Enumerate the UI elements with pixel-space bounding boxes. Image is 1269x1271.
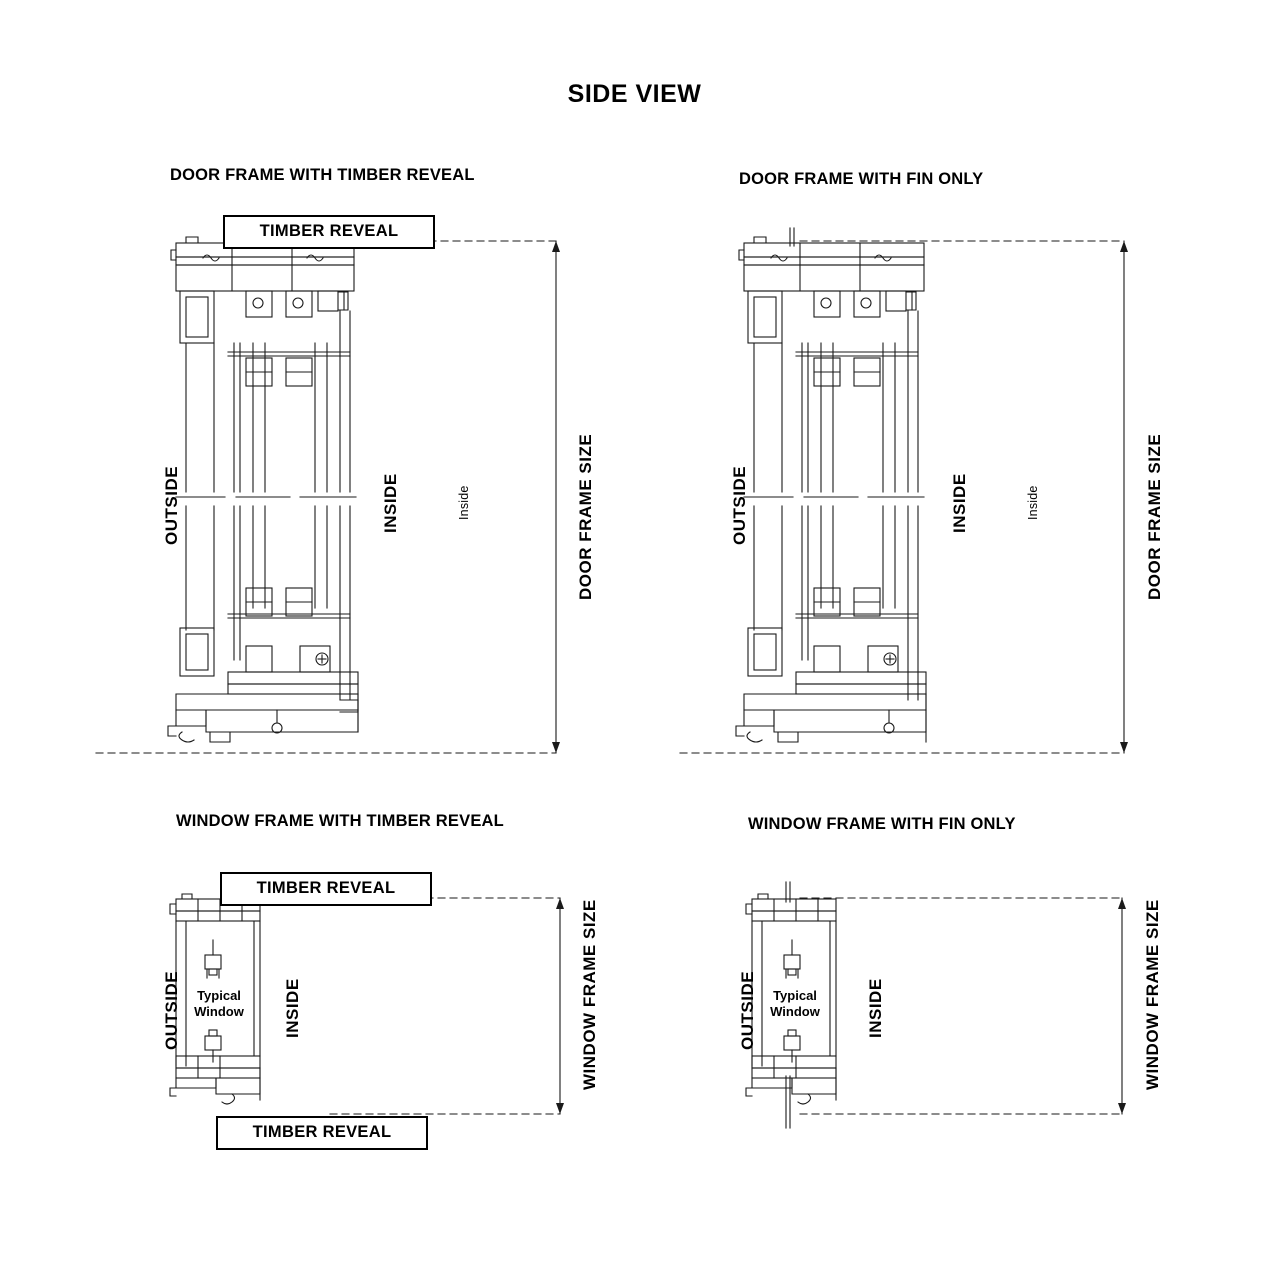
inside-note-door-timber: Inside [457, 485, 471, 520]
inside-label-window-timber: INSIDE [283, 978, 302, 1038]
inside-label-window-fin: INSIDE [866, 978, 885, 1038]
timber-reveal-label-door: TIMBER REVEAL [223, 215, 435, 249]
inside-note-door-fin: Inside [1026, 485, 1040, 520]
inside-label-door-fin: INSIDE [950, 473, 969, 533]
window-frame-size-label-fin: WINDOW FRAME SIZE [1143, 899, 1162, 1090]
outside-label-window-timber: OUTSIDE [162, 970, 181, 1050]
outside-label-door-timber: OUTSIDE [162, 465, 181, 545]
typical-window-label-fin-line2: Window [770, 1003, 820, 1019]
timber-reveal-label-window-bottom: TIMBER REVEAL [216, 1116, 428, 1150]
typical-window-label-fin-line1: Typical [773, 988, 817, 1003]
typical-window-label-timber [186, 988, 252, 1019]
inside-label-door-timber: INSIDE [381, 473, 400, 533]
window-frame-size-label-timber: WINDOW FRAME SIZE [580, 899, 599, 1090]
typical-window-label-line1: Typical [197, 988, 241, 1003]
timber-reveal-label-window-top: TIMBER REVEAL [220, 872, 432, 906]
outside-label-window-fin: OUTSIDE [738, 970, 757, 1050]
panel-title-window-fin-only: WINDOW FRAME WITH FIN ONLY [748, 815, 1016, 833]
panel-title-door-timber-reveal: DOOR FRAME WITH TIMBER REVEAL [170, 166, 475, 184]
typical-window-label-fin [762, 988, 828, 1019]
door-frame-size-label-fin: DOOR FRAME SIZE [1145, 433, 1164, 600]
door-frame-size-label-timber: DOOR FRAME SIZE [576, 433, 595, 600]
typical-window-label-line2: Window [194, 1003, 244, 1019]
panel-title-window-timber-reveal: WINDOW FRAME WITH TIMBER REVEAL [176, 812, 504, 830]
outside-label-door-fin: OUTSIDE [730, 465, 749, 545]
panel-title-door-fin-only: DOOR FRAME WITH FIN ONLY [739, 170, 984, 188]
page-title: SIDE VIEW [567, 80, 702, 108]
